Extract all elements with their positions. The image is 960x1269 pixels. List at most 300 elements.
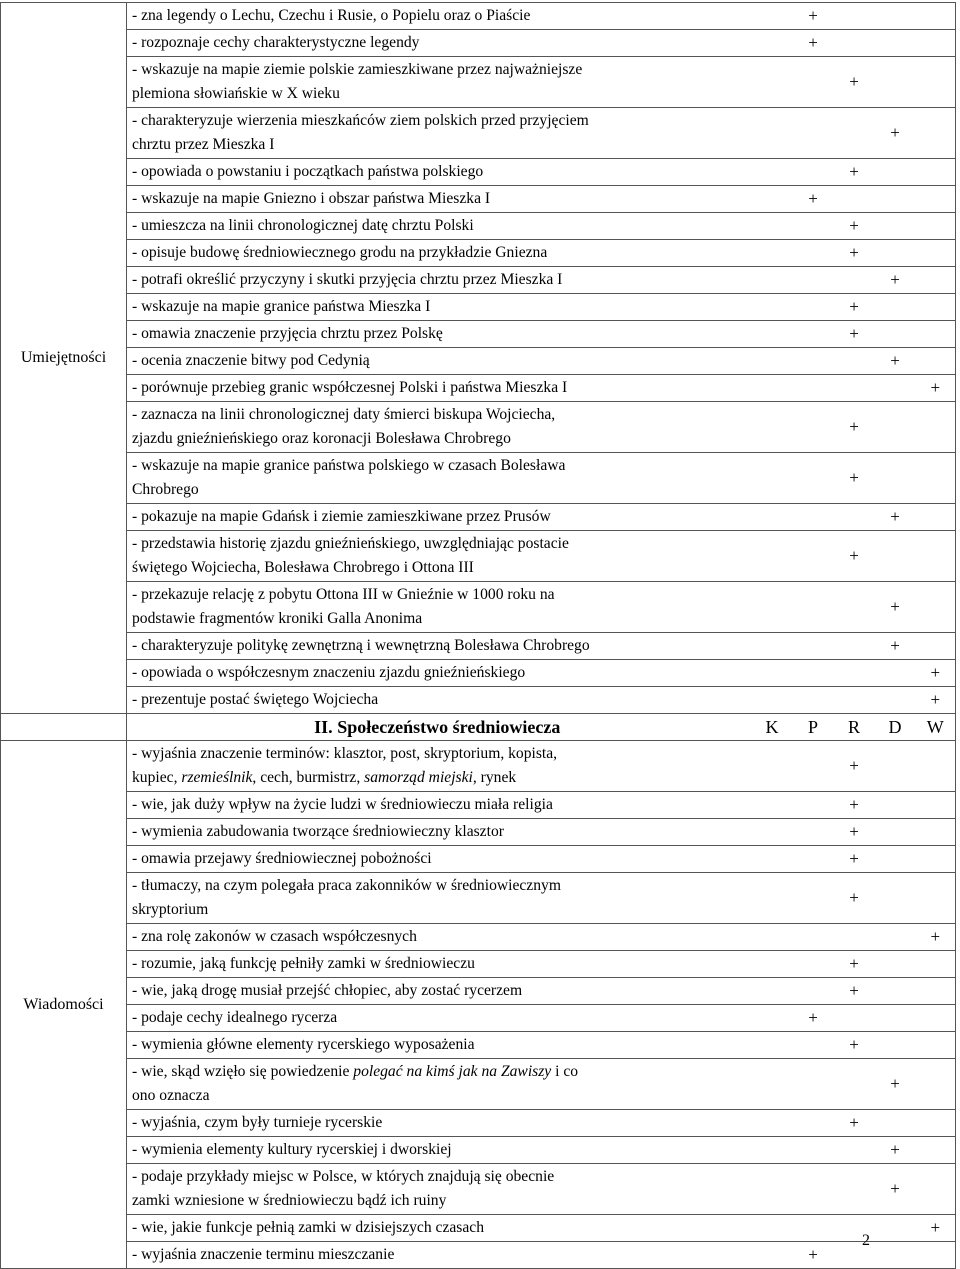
level-cell-r bbox=[834, 951, 875, 978]
level-cell-k bbox=[752, 660, 793, 687]
plus-mark: + bbox=[849, 981, 859, 1000]
table-row bbox=[1, 186, 956, 213]
section-title-text: Społeczeństwo średniowiecza bbox=[337, 717, 561, 737]
level-cell-r bbox=[834, 321, 875, 348]
level-cell-r bbox=[834, 873, 875, 924]
plus-mark: + bbox=[808, 189, 818, 208]
level-cell-k bbox=[752, 1005, 793, 1032]
level-cell-d bbox=[875, 873, 916, 924]
requirement-line: - wskazuje na mapie granice państwa polskiego w czasach Bolesława bbox=[132, 457, 566, 474]
level-cell-r bbox=[834, 792, 875, 819]
requirement-text bbox=[127, 633, 752, 660]
level-cell-w bbox=[916, 3, 956, 30]
table-row bbox=[1, 159, 956, 186]
level-cell-w bbox=[916, 375, 956, 402]
plus-mark: + bbox=[849, 243, 859, 262]
level-cell-d bbox=[875, 453, 916, 504]
requirement-text bbox=[127, 30, 752, 57]
plus-mark: + bbox=[849, 546, 859, 565]
level-cell-w bbox=[916, 1137, 956, 1164]
level-cell-k bbox=[752, 375, 793, 402]
level-cell-d bbox=[875, 531, 916, 582]
level-cell-r bbox=[834, 108, 875, 159]
level-cell-w bbox=[916, 1032, 956, 1059]
level-cell-k bbox=[752, 504, 793, 531]
level-cell-k bbox=[752, 819, 793, 846]
level-cell-p bbox=[793, 348, 834, 375]
level-cell-d bbox=[875, 267, 916, 294]
level-cell-k bbox=[752, 1059, 793, 1110]
level-cell-d bbox=[875, 504, 916, 531]
level-cell-w bbox=[916, 873, 956, 924]
requirement-text bbox=[127, 1032, 752, 1059]
level-cell-k bbox=[752, 1215, 793, 1242]
level-cell-w bbox=[916, 951, 956, 978]
level-cell-k bbox=[752, 1164, 793, 1215]
level-cell-r bbox=[834, 57, 875, 108]
requirement-line: - wie, skąd wzięło się powiedzenie polegać na kimś jak na Zawiszy i co bbox=[132, 1063, 579, 1080]
level-cell-p bbox=[793, 1059, 834, 1110]
requirement-text bbox=[127, 1215, 752, 1242]
section-header-row bbox=[1, 714, 956, 741]
requirement-text bbox=[127, 267, 752, 294]
level-cell-r bbox=[834, 660, 875, 687]
level-cell-r bbox=[834, 924, 875, 951]
plus-mark: + bbox=[849, 417, 859, 436]
level-cell-p bbox=[793, 159, 834, 186]
level-cell-w bbox=[916, 924, 956, 951]
requirement-text bbox=[127, 978, 752, 1005]
level-cell-d bbox=[875, 186, 916, 213]
table-row bbox=[1, 375, 956, 402]
table-row bbox=[1, 951, 956, 978]
level-cell-d bbox=[875, 1005, 916, 1032]
table-row bbox=[1, 108, 956, 159]
requirement-text bbox=[127, 582, 752, 633]
table-row bbox=[1, 1032, 956, 1059]
requirement-text bbox=[127, 951, 752, 978]
level-cell-k bbox=[752, 159, 793, 186]
requirement-text bbox=[127, 159, 752, 186]
level-cell-d bbox=[875, 924, 916, 951]
level-cell-w bbox=[916, 531, 956, 582]
level-cell-w bbox=[916, 108, 956, 159]
level-cell-w bbox=[916, 660, 956, 687]
level-cell-p bbox=[793, 186, 834, 213]
requirement-line: plemiona słowiańskie w X wieku bbox=[132, 85, 340, 102]
requirement-line: - wymienia elementy kultury rycerskiej i dworskiej bbox=[132, 1141, 452, 1158]
level-cell-r bbox=[834, 375, 875, 402]
requirement-line: świętego Wojciecha, Bolesława Chrobrego i Ottona III bbox=[132, 559, 474, 576]
plus-mark: + bbox=[890, 1074, 900, 1093]
level-header-w: W bbox=[916, 714, 956, 741]
requirement-text bbox=[127, 3, 752, 30]
requirement-line: - opowiada o współczesnym znaczeniu zjazdu gnieźnieńskiego bbox=[132, 664, 526, 681]
level-cell-d bbox=[875, 375, 916, 402]
requirement-text bbox=[127, 57, 752, 108]
requirement-line: - zna rolę zakonów w czasach współczesnych bbox=[132, 928, 417, 945]
plus-mark: + bbox=[890, 1140, 900, 1159]
requirement-line: - porównuje przebieg granic współczesnej Polski i państwa Mieszka I bbox=[132, 379, 568, 396]
plus-mark: + bbox=[849, 756, 859, 775]
level-cell-w bbox=[916, 159, 956, 186]
level-cell-r bbox=[834, 453, 875, 504]
requirement-text bbox=[127, 531, 752, 582]
requirement-line: zjazdu gnieźnieńskiego oraz koronacji Bolesława Chrobrego bbox=[132, 430, 511, 447]
table-row bbox=[1, 240, 956, 267]
level-header-p: P bbox=[793, 714, 834, 741]
plus-mark: + bbox=[890, 270, 900, 289]
requirement-line: - wie, jaką drogę musiał przejść chłopiec, aby zostać rycerzem bbox=[132, 982, 523, 999]
level-cell-d bbox=[875, 951, 916, 978]
requirement-text bbox=[127, 402, 752, 453]
table-row bbox=[1, 924, 956, 951]
level-cell-p bbox=[793, 951, 834, 978]
level-cell-w bbox=[916, 1164, 956, 1215]
level-cell-w bbox=[916, 582, 956, 633]
requirement-line: - zaznacza na linii chronologicznej daty śmierci biskupa Wojciecha, bbox=[132, 406, 556, 423]
level-cell-w bbox=[916, 1215, 956, 1242]
level-cell-p bbox=[793, 321, 834, 348]
requirement-line: - wskazuje na mapie granice państwa Mieszka I bbox=[132, 298, 431, 315]
plus-mark: + bbox=[930, 663, 941, 682]
table-row bbox=[1, 741, 956, 792]
requirement-text bbox=[127, 846, 752, 873]
level-cell-p bbox=[793, 819, 834, 846]
level-cell-w bbox=[916, 57, 956, 108]
requirement-text bbox=[127, 321, 752, 348]
requirement-text bbox=[127, 660, 752, 687]
level-cell-p bbox=[793, 1005, 834, 1032]
level-cell-p bbox=[793, 108, 834, 159]
level-cell-w bbox=[916, 30, 956, 57]
requirement-line: - omawia przejawy średniowiecznej pobożności bbox=[132, 850, 432, 867]
requirement-text bbox=[127, 240, 752, 267]
level-cell-w bbox=[916, 819, 956, 846]
level-cell-d bbox=[875, 1032, 916, 1059]
category-label: Wiadomości bbox=[1, 741, 127, 1269]
table-row bbox=[1, 846, 956, 873]
table-row bbox=[1, 687, 956, 714]
table-row bbox=[1, 1137, 956, 1164]
level-cell-r bbox=[834, 531, 875, 582]
level-cell-d bbox=[875, 294, 916, 321]
plus-mark: + bbox=[849, 888, 859, 907]
requirement-line: - wymienia główne elementy rycerskiego wyposażenia bbox=[132, 1036, 475, 1053]
header-empty-cell bbox=[1, 714, 127, 741]
level-cell-r bbox=[834, 978, 875, 1005]
level-cell-d bbox=[875, 402, 916, 453]
level-cell-k bbox=[752, 846, 793, 873]
level-cell-d bbox=[875, 1110, 916, 1137]
level-cell-d bbox=[875, 1137, 916, 1164]
table-row bbox=[1, 213, 956, 240]
requirement-line: - wskazuje na mapie ziemie polskie zamieszkiwane przez najważniejsze bbox=[132, 61, 583, 78]
level-cell-d bbox=[875, 108, 916, 159]
level-cell-p bbox=[793, 30, 834, 57]
requirement-line: - wymienia zabudowania tworzące średniowieczny klasztor bbox=[132, 823, 504, 840]
level-cell-p bbox=[793, 582, 834, 633]
table-row bbox=[1, 1242, 956, 1269]
requirement-line: - prezentuje postać świętego Wojciecha bbox=[132, 691, 379, 708]
level-cell-k bbox=[752, 951, 793, 978]
level-cell-p bbox=[793, 924, 834, 951]
table-row bbox=[1, 873, 956, 924]
requirement-text bbox=[127, 453, 752, 504]
level-cell-r bbox=[834, 504, 875, 531]
level-cell-r bbox=[834, 240, 875, 267]
level-cell-k bbox=[752, 213, 793, 240]
plus-mark: + bbox=[808, 1008, 818, 1027]
table-row bbox=[1, 453, 956, 504]
level-cell-d bbox=[875, 582, 916, 633]
requirement-line: - podaje cechy idealnego rycerza bbox=[132, 1009, 338, 1026]
requirement-line: - zna legendy o Lechu, Czechu i Rusie, o Popielu oraz o Piaście bbox=[132, 7, 531, 24]
requirement-line: - przedstawia historię zjazdu gnieźnieńskiego, uwzględniając postacie bbox=[132, 535, 569, 552]
level-cell-w bbox=[916, 294, 956, 321]
table-row bbox=[1, 294, 956, 321]
requirement-line: chrztu przez Mieszka I bbox=[132, 136, 275, 153]
requirement-line: Chrobrego bbox=[132, 481, 199, 498]
table-row bbox=[1, 660, 956, 687]
requirement-text bbox=[127, 819, 752, 846]
level-cell-r bbox=[834, 633, 875, 660]
requirement-line: - przekazuje relację z pobytu Ottona III w Gnieźnie w 1000 roku na bbox=[132, 586, 555, 603]
requirement-line: - opisuje budowę średniowiecznego grodu na przykładzie Gniezna bbox=[132, 244, 548, 261]
level-cell-k bbox=[752, 186, 793, 213]
level-cell-w bbox=[916, 240, 956, 267]
plus-mark: + bbox=[808, 1245, 818, 1264]
table-row bbox=[1, 978, 956, 1005]
requirement-text bbox=[127, 1242, 752, 1269]
level-cell-d bbox=[875, 321, 916, 348]
level-cell-k bbox=[752, 321, 793, 348]
requirements-table bbox=[0, 2, 956, 1269]
plus-mark: + bbox=[849, 162, 859, 181]
level-cell-k bbox=[752, 348, 793, 375]
level-cell-d bbox=[875, 1215, 916, 1242]
level-cell-d bbox=[875, 213, 916, 240]
level-cell-r bbox=[834, 30, 875, 57]
requirement-line: kupiec, rzemieślnik, cech, burmistrz, samorząd miejski, rynek bbox=[132, 769, 517, 786]
requirement-text bbox=[127, 1005, 752, 1032]
level-cell-k bbox=[752, 531, 793, 582]
requirement-line: - podaje przykłady miejsc w Polsce, w których znajdują się obecnie bbox=[132, 1168, 555, 1185]
knowledge-section bbox=[1, 741, 956, 1269]
plus-mark: + bbox=[930, 378, 941, 397]
level-cell-r bbox=[834, 1137, 875, 1164]
level-cell-k bbox=[752, 1110, 793, 1137]
table-row bbox=[1, 1215, 956, 1242]
skills-section bbox=[1, 3, 956, 714]
plus-mark: + bbox=[890, 1179, 900, 1198]
requirement-text bbox=[127, 873, 752, 924]
level-cell-p bbox=[793, 267, 834, 294]
level-cell-d bbox=[875, 1242, 916, 1269]
requirement-line: ono oznacza bbox=[132, 1087, 210, 1104]
level-cell-r bbox=[834, 846, 875, 873]
plus-mark: + bbox=[849, 822, 859, 841]
level-cell-p bbox=[793, 687, 834, 714]
level-cell-k bbox=[752, 633, 793, 660]
level-cell-r bbox=[834, 1032, 875, 1059]
level-cell-p bbox=[793, 294, 834, 321]
level-cell-k bbox=[752, 240, 793, 267]
level-cell-k bbox=[752, 294, 793, 321]
level-cell-k bbox=[752, 873, 793, 924]
plus-mark: + bbox=[849, 1035, 859, 1054]
level-cell-p bbox=[793, 1215, 834, 1242]
table-row bbox=[1, 3, 956, 30]
requirement-line: - charakteryzuje wierzenia mieszkańców ziem polskich przed przyjęciem bbox=[132, 112, 589, 129]
level-cell-k bbox=[752, 741, 793, 792]
plus-mark: + bbox=[890, 123, 900, 142]
level-cell-p bbox=[793, 741, 834, 792]
level-cell-d bbox=[875, 348, 916, 375]
level-cell-p bbox=[793, 1137, 834, 1164]
level-cell-r bbox=[834, 348, 875, 375]
plus-mark: + bbox=[849, 324, 859, 343]
table-row bbox=[1, 57, 956, 108]
level-cell-k bbox=[752, 267, 793, 294]
section-title bbox=[127, 714, 752, 741]
table-row bbox=[1, 792, 956, 819]
level-cell-p bbox=[793, 1242, 834, 1269]
level-cell-d bbox=[875, 30, 916, 57]
level-cell-p bbox=[793, 978, 834, 1005]
level-cell-d bbox=[875, 978, 916, 1005]
level-cell-w bbox=[916, 267, 956, 294]
requirement-text bbox=[127, 213, 752, 240]
level-cell-k bbox=[752, 1032, 793, 1059]
level-cell-k bbox=[752, 792, 793, 819]
level-cell-w bbox=[916, 504, 956, 531]
level-cell-k bbox=[752, 402, 793, 453]
requirement-line: - potrafi określić przyczyny i skutki przyjęcia chrztu przez Mieszka I bbox=[132, 271, 563, 288]
level-cell-d bbox=[875, 660, 916, 687]
level-cell-d bbox=[875, 3, 916, 30]
requirement-line: podstawie fragmentów kroniki Galla Anonima bbox=[132, 610, 423, 627]
requirement-line: - wyjaśnia znaczenie terminów: klasztor, post, skryptorium, kopista, bbox=[132, 745, 558, 762]
level-cell-p bbox=[793, 792, 834, 819]
requirement-text bbox=[127, 1137, 752, 1164]
level-cell-p bbox=[793, 3, 834, 30]
table-row bbox=[1, 504, 956, 531]
plus-mark: + bbox=[849, 72, 859, 91]
page-number: 2 bbox=[862, 1232, 870, 1249]
level-cell-d bbox=[875, 57, 916, 108]
level-cell-w bbox=[916, 213, 956, 240]
level-cell-r bbox=[834, 1110, 875, 1137]
requirement-line: - wie, jak duży wpływ na życie ludzi w średniowieczu miała religia bbox=[132, 796, 553, 813]
level-cell-p bbox=[793, 504, 834, 531]
level-cell-p bbox=[793, 57, 834, 108]
requirement-line: - wyjaśnia, czym były turnieje rycerskie bbox=[132, 1114, 383, 1131]
plus-mark: + bbox=[849, 216, 859, 235]
level-cell-w bbox=[916, 846, 956, 873]
level-cell-r bbox=[834, 687, 875, 714]
requirement-text bbox=[127, 504, 752, 531]
level-cell-r bbox=[834, 582, 875, 633]
requirement-line: - wskazuje na mapie Gniezno i obszar państwa Mieszka I bbox=[132, 190, 491, 207]
level-cell-d bbox=[875, 687, 916, 714]
level-cell-w bbox=[916, 186, 956, 213]
requirement-text bbox=[127, 792, 752, 819]
requirement-line: - pokazuje na mapie Gdańsk i ziemie zamieszkiwane przez Prusów bbox=[132, 508, 551, 525]
level-cell-p bbox=[793, 240, 834, 267]
level-cell-w bbox=[916, 402, 956, 453]
level-cell-d bbox=[875, 240, 916, 267]
level-cell-d bbox=[875, 792, 916, 819]
table-row bbox=[1, 633, 956, 660]
plus-mark: + bbox=[890, 636, 900, 655]
level-cell-p bbox=[793, 873, 834, 924]
level-cell-p bbox=[793, 660, 834, 687]
level-cell-r bbox=[834, 1005, 875, 1032]
requirement-line: zamki wzniesione w średniowieczu bądź ich ruiny bbox=[132, 1192, 447, 1209]
table-row bbox=[1, 819, 956, 846]
level-cell-p bbox=[793, 1032, 834, 1059]
level-cell-w bbox=[916, 633, 956, 660]
level-cell-r bbox=[834, 294, 875, 321]
requirement-line: - rozumie, jaką funkcję pełniły zamki w średniowieczu bbox=[132, 955, 475, 972]
level-cell-k bbox=[752, 582, 793, 633]
level-cell-d bbox=[875, 633, 916, 660]
level-cell-p bbox=[793, 1164, 834, 1215]
level-cell-p bbox=[793, 531, 834, 582]
level-cell-k bbox=[752, 1137, 793, 1164]
plus-mark: + bbox=[890, 507, 900, 526]
plus-mark: + bbox=[849, 849, 859, 868]
requirement-line: - umieszcza na linii chronologicznej datę chrztu Polski bbox=[132, 217, 474, 234]
level-cell-w bbox=[916, 348, 956, 375]
level-cell-k bbox=[752, 924, 793, 951]
requirement-text bbox=[127, 924, 752, 951]
requirement-line: - charakteryzuje politykę zewnętrzną i wewnętrzną Bolesława Chrobrego bbox=[132, 637, 590, 654]
level-cell-d bbox=[875, 159, 916, 186]
level-cell-w bbox=[916, 792, 956, 819]
level-cell-p bbox=[793, 1110, 834, 1137]
level-cell-p bbox=[793, 846, 834, 873]
level-cell-r bbox=[834, 1164, 875, 1215]
requirement-text bbox=[127, 348, 752, 375]
plus-mark: + bbox=[849, 795, 859, 814]
level-cell-w bbox=[916, 687, 956, 714]
requirement-line: - ocenia znaczenie bitwy pod Cedynią bbox=[132, 352, 370, 369]
level-cell-p bbox=[793, 213, 834, 240]
level-cell-k bbox=[752, 57, 793, 108]
level-header-r: R bbox=[834, 714, 875, 741]
requirement-line: - rozpoznaje cechy charakterystyczne legendy bbox=[132, 34, 420, 51]
level-cell-w bbox=[916, 1005, 956, 1032]
requirement-line: - tłumaczy, na czym polegała praca zakonników w średniowiecznym bbox=[132, 877, 561, 894]
level-cell-w bbox=[916, 741, 956, 792]
requirement-line: - omawia znaczenie przyjęcia chrztu przez Polskę bbox=[132, 325, 443, 342]
level-cell-w bbox=[916, 978, 956, 1005]
table-row bbox=[1, 1005, 956, 1032]
level-cell-p bbox=[793, 402, 834, 453]
requirement-text bbox=[127, 741, 752, 792]
level-cell-w bbox=[916, 1242, 956, 1269]
requirement-text bbox=[127, 1059, 752, 1110]
level-cell-r bbox=[834, 1059, 875, 1110]
requirement-line: - opowiada o powstaniu i początkach państwa polskiego bbox=[132, 163, 484, 180]
level-cell-w bbox=[916, 453, 956, 504]
level-cell-d bbox=[875, 741, 916, 792]
requirement-text bbox=[127, 687, 752, 714]
level-cell-p bbox=[793, 453, 834, 504]
level-cell-r bbox=[834, 3, 875, 30]
